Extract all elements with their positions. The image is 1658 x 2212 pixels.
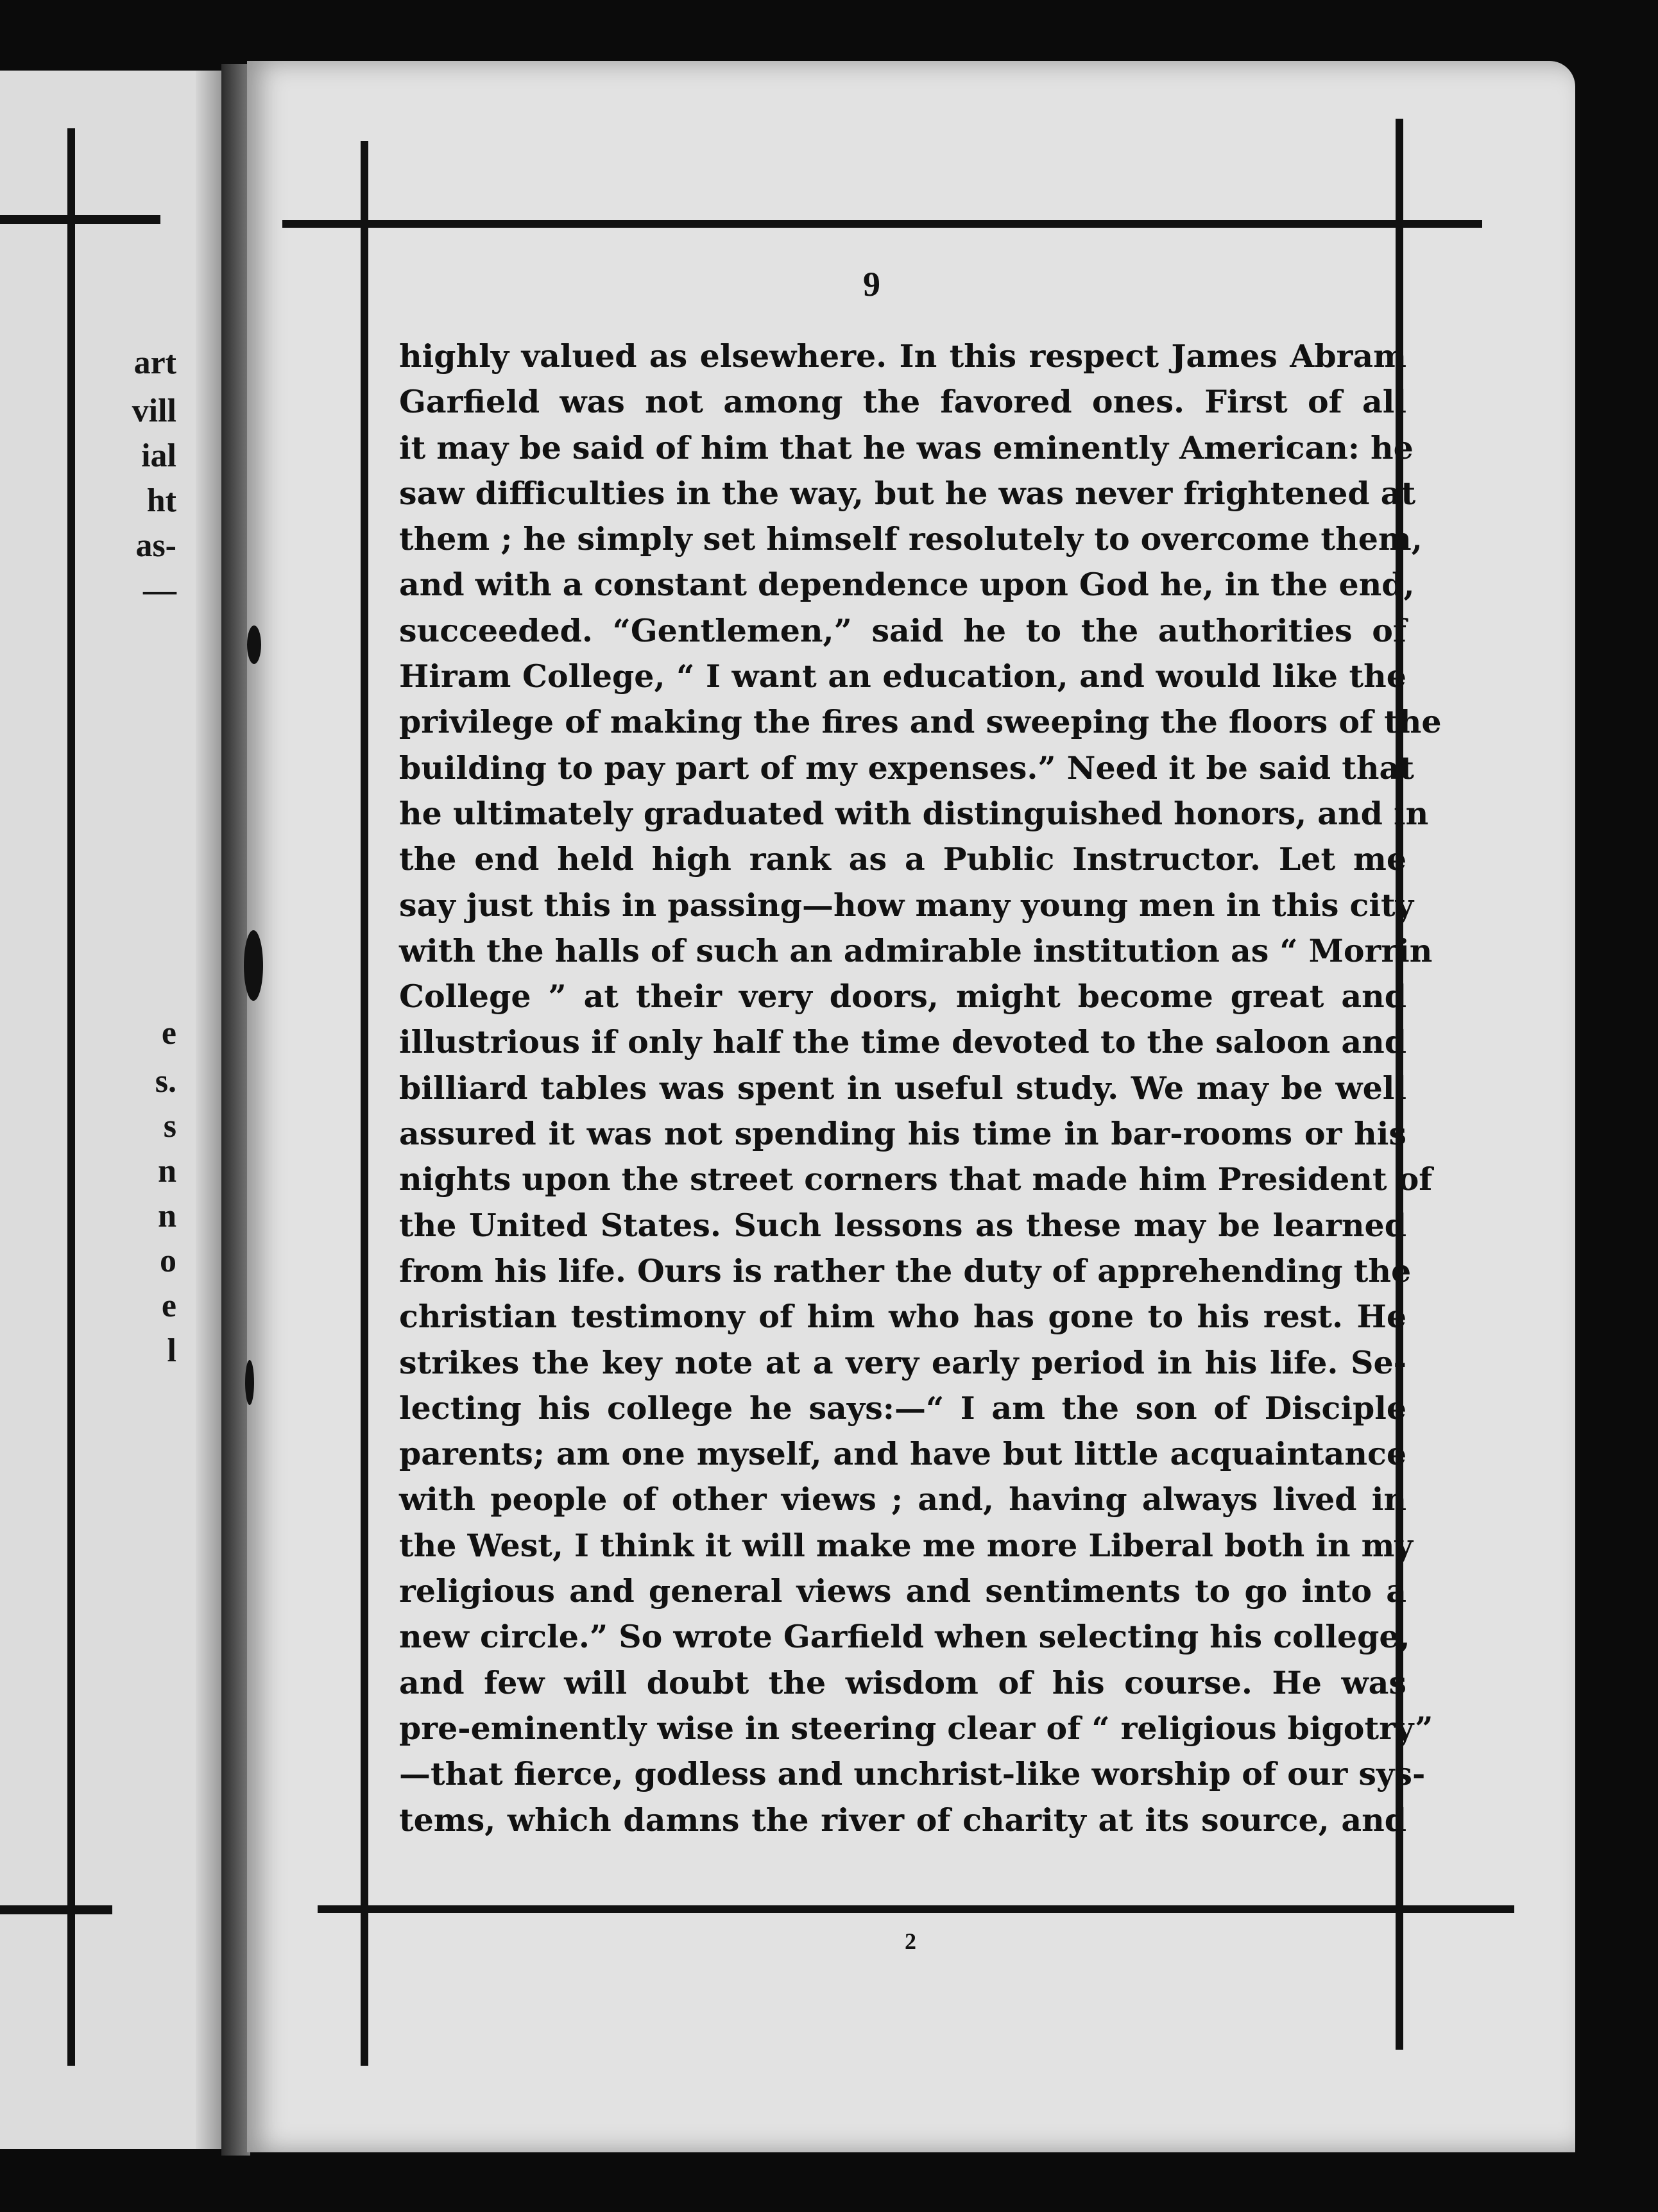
text-line: them ; he simply set himself resolutely to overcome them, (399, 520, 1423, 558)
ink-speck (244, 930, 263, 1001)
text-line: lecting his college he says:—“ I am the son of Disciple (399, 1389, 1406, 1427)
text-line: billiard tables was spent in useful study. We may be well (399, 1069, 1406, 1107)
left-fragment: n (158, 1198, 176, 1234)
text-line: the West, I think it will make me more Liberal both in my (399, 1526, 1413, 1564)
text-line: christian testimony of him who has gone to his rest. He (399, 1298, 1406, 1336)
text-line: Garfield was not among the favored ones. First of all (399, 383, 1406, 421)
left-fragment: o (160, 1243, 176, 1279)
text-line: Hiram College, “ I want an education, and would like the (399, 658, 1406, 695)
top-border-rule (282, 220, 1482, 228)
ink-speck (247, 625, 261, 664)
text-line: College ” at their very doors, might become great and (399, 978, 1406, 1016)
left-fragment: n (158, 1153, 176, 1189)
text-line: the end held high rank as a Public Instructor. Let me (399, 840, 1406, 878)
text-line: new circle.” So wrote Garfield when selecting his college, (399, 1618, 1410, 1656)
text-line: pre-eminently wise in steering clear of “ religious bigotry” (399, 1709, 1433, 1747)
left-fragment: ial (141, 438, 176, 474)
left-fragment: e (161, 1015, 176, 1051)
left-page (0, 71, 225, 2149)
left-fragment: — (143, 572, 176, 609)
left-fragment: e (161, 1288, 176, 1324)
text-line: tems, which damns the river of charity at its source, and (399, 1801, 1406, 1839)
left-fragment: s (163, 1108, 176, 1144)
text-line: highly valued as elsewhere. In this respect James Abram (399, 337, 1406, 375)
page-number: 9 (863, 265, 880, 303)
left-fragment: vill (132, 393, 176, 429)
left-border-rule (361, 141, 368, 2066)
text-line: strikes the key note at a very early period in his life. Se- (399, 1343, 1406, 1381)
text-line: and with a constant dependence upon God he, in the end, (399, 566, 1415, 604)
text-line: illustrious if only half the time devoted to the saloon and (399, 1023, 1406, 1061)
left-fragment: l (167, 1332, 176, 1369)
text-line: privilege of making the fires and sweeping the floors of the (399, 703, 1442, 741)
text-line: with the halls of such an admirable institution as “ Morrin (399, 932, 1433, 969)
signature-mark: 2 (905, 1928, 916, 1954)
text-line: saw difficulties in the way, but he was never frightened at (399, 474, 1416, 512)
text-line: it may be said of him that he was eminently American: he (399, 429, 1414, 466)
book-gutter (221, 64, 250, 2156)
text-line: from his life. Ours is rather the duty of apprehending the (399, 1252, 1412, 1289)
text-line: he ultimately graduated with distinguished honors, and in (399, 794, 1429, 832)
text-line: assured it was not spending his time in bar-rooms or his (399, 1115, 1406, 1153)
bottom-border-rule (318, 1905, 1514, 1913)
text-line: building to pay part of my expenses.” Need it be said that (399, 749, 1414, 787)
left-fragment: ht (146, 482, 176, 519)
text-line: and few will doubt the wisdom of his course. He was (399, 1663, 1406, 1701)
left-fragment: s. (155, 1063, 176, 1100)
left-fragment: as- (135, 527, 176, 564)
text-line: parents; am one myself, and have but little acquaintance (399, 1435, 1406, 1473)
left-page-side-rule (67, 128, 75, 2066)
text-line: religious and general views and sentiments to go into a (399, 1572, 1406, 1610)
left-page-bottom-rule (0, 1905, 112, 1914)
text-line: the United States. Such lessons as these may be learned (399, 1206, 1406, 1244)
text-line: say just this in passing—how many young men in this city (399, 886, 1414, 924)
left-fragment: art (133, 345, 176, 381)
left-page-edge (196, 71, 221, 2149)
body-text (399, 334, 1442, 1843)
ink-speck (245, 1360, 254, 1405)
text-line: nights upon the street corners that made him President of (399, 1161, 1433, 1198)
text-line: —that fierce, godless and unchrist-like worship of our sys- (399, 1755, 1426, 1793)
text-line: with people of other views ; and, having always lived in (399, 1481, 1406, 1519)
text-line: succeeded. “Gentlemen,” said he to the authorities of (399, 611, 1406, 649)
left-page-top-rule (0, 215, 160, 224)
